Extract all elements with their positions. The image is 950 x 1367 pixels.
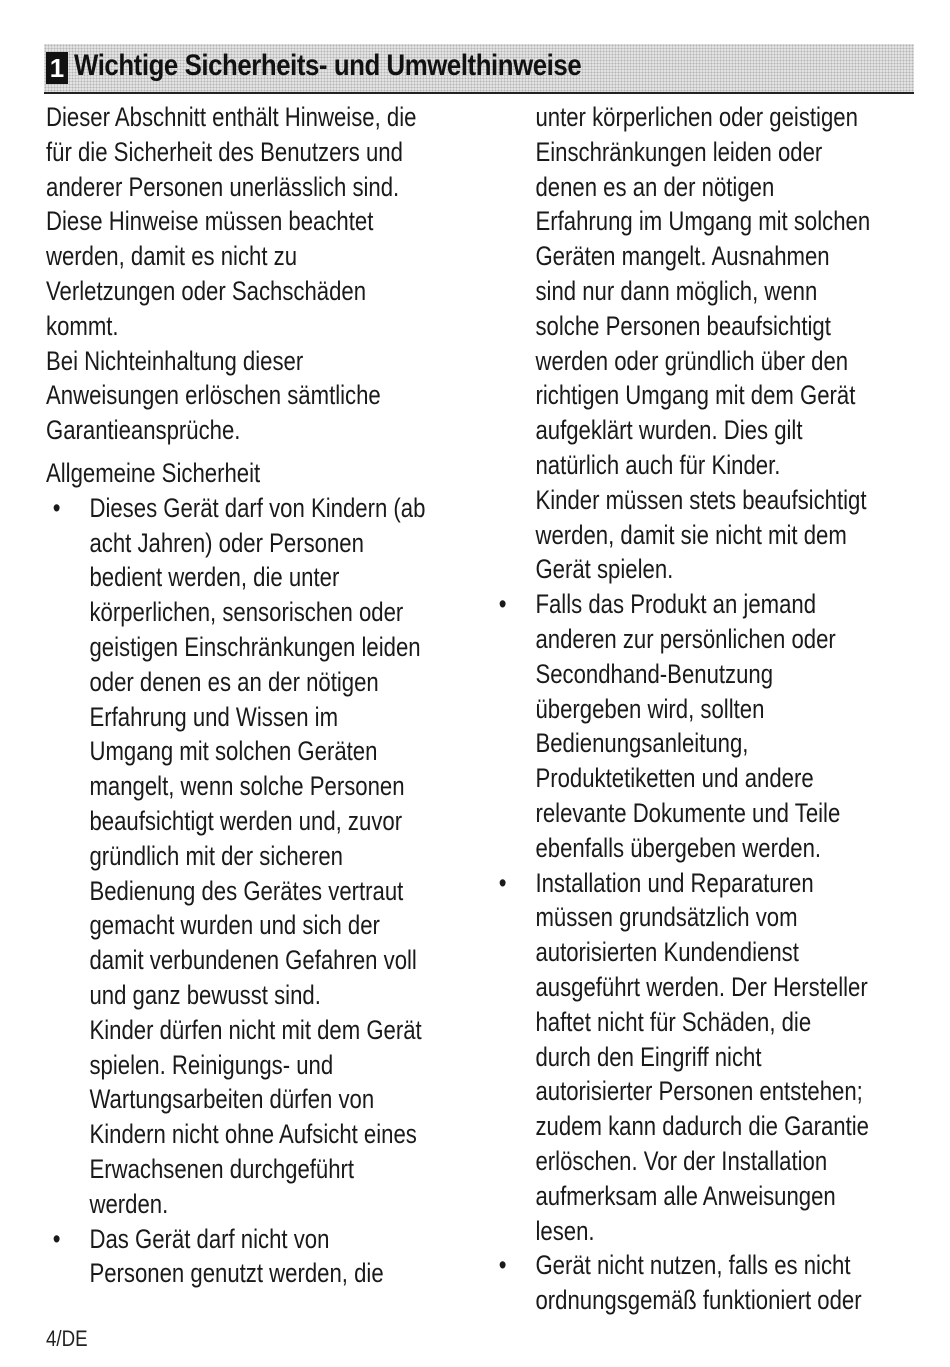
list-item [492,1248,932,1318]
bullet-icon: • [498,1250,507,1281]
bullet-icon: • [52,1223,61,1254]
page-number: 4/DE [46,1326,88,1351]
bullet-icon: • [52,492,61,523]
bullet-icon: • [498,589,507,620]
list-item-text: Installation und Reparaturen müssen grundsätzlich vom autorisierten Kundendienst ausgeführt werden. Der Hersteller haftet nicht für Schäden, die durch den Eingriff nicht autorisierter Personen entstehen; zudem kann dadurch die Garantie erlöschen. Vor der Installation aufmerksam alle Anweisungen lesen. [535,867,870,1246]
list-item-text: Dieses Gerät darf von Kindern (ab acht Jahren) oder Personen bedient werden, die unter körperlichen, sensorischen oder geistigen Einschränkungen leiden oder denen es an der nötigen Erfahrung und Wissen im Umgang mit solchen Geräten mangelt, wenn solche Personen beaufsichtigt werden und, zuvor gründlich mit der sicheren Bedienung des Gerätes vertraut gemacht wurden und sich der damit verbundenen Gefahren voll und ganz bewusst sind. Kinder dürfen nicht mit dem Gerät spielen. Reinigungs- und Wartungsarbeiten dürfen von Kindern nicht ohne Aufsicht eines Erwachsenen durchgeführt werden. [89,492,426,1219]
list-item [492,587,932,865]
safety-bullet-list [492,587,932,1318]
section-header [44,44,914,94]
warranty-paragraph: Bei Nichteinhaltung dieser Anweisungen erlöschen sämtliche Garantieansprüche. [46,345,381,446]
subheading-general-safety: Allgemeine Sicherheit [46,457,261,488]
list-item [492,866,932,1249]
chapter-number-badge: 1 [46,52,68,84]
list-item [46,491,476,1222]
list-item-text: Gerät nicht nutzen, falls es nicht ordnungsgemäß funktioniert oder [535,1250,862,1316]
continuation-text: unter körperlichen oder geistigen Einschränkungen leiden oder denen es an der nötigen Erfahrung im Umgang mit solchen Geräten mangelt. Ausnahmen sind nur dann möglich, wenn solche Personen beaufsichtigt werden oder gründlich über den richtigen Umgang mit dem Gerät aufgeklärt wurden. Dies gilt natürlich auch für Kinder. Kinder müssen stets beaufsichtigt werden, damit sie nicht mit dem Gerät spielen. [535,102,871,585]
safety-bullet-list [46,491,476,1291]
right-column [492,100,932,1318]
section-title: Wichtige Sicherheits- und Umwelthinweise [74,49,582,82]
left-column [46,100,476,1291]
intro-paragraph: Dieser Abschnitt enthält Hinweise, die für die Sicherheit des Benutzers und anderer Personen unerlässlich sind. Diese Hinweise müssen beachtet werden, damit es nicht zu Verletzungen oder Sachschäden kommt. [46,102,417,341]
list-item [46,1222,476,1292]
list-item-text: Falls das Produkt an jemand anderen zur persönlichen oder Secondhand-Benutzung übergeben wird, sollten Bedienungsanleitung, Produktetiketten und andere relevante Dokumente und Teile ebenfalls übergeben werden. [535,589,841,863]
bullet-icon: • [498,867,507,898]
list-item-text: Das Gerät darf nicht von Personen genutzt werden, die [89,1223,384,1289]
